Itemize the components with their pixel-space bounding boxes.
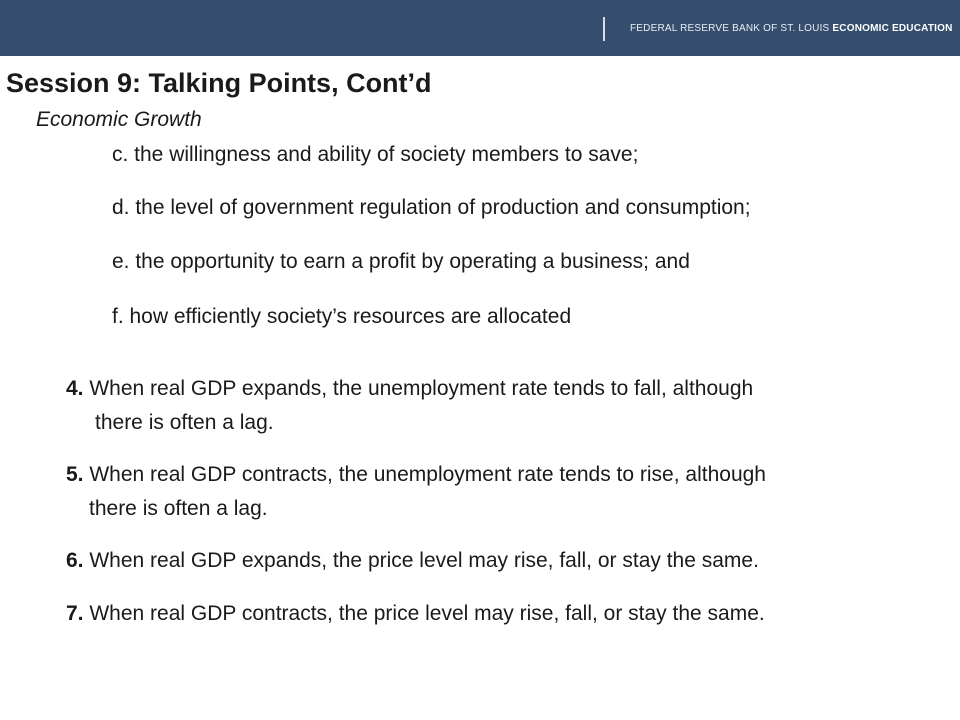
point-text: When real GDP expands, the unemployment rate tends to fall, although bbox=[83, 377, 754, 400]
sub-item-d: d. the level of government regulation of production and consumption; bbox=[112, 196, 751, 219]
sub-item-c: c. the willingness and ability of society members to save; bbox=[112, 143, 639, 166]
point-text: When real GDP contracts, the price level may rise, fall, or stay the same. bbox=[83, 602, 765, 625]
sub-item-f: f. how efficiently society’s resources are allocated bbox=[112, 305, 572, 328]
slide-subtitle: Economic Growth bbox=[36, 108, 202, 131]
point-number: 5. bbox=[66, 463, 84, 486]
point-text: When real GDP contracts, the unemployment rate tends to rise, although bbox=[83, 463, 766, 486]
talking-point-6 bbox=[66, 544, 759, 578]
point-text-continued: there is often a lag. bbox=[95, 411, 274, 434]
point-number: 7. bbox=[66, 602, 84, 625]
point-text-continued: there is often a lag. bbox=[89, 497, 268, 520]
point-number: 6. bbox=[66, 549, 84, 572]
point-number: 4. bbox=[66, 377, 84, 400]
header-org-name bbox=[630, 23, 953, 34]
point-text: When real GDP expands, the price level may rise, fall, or stay the same. bbox=[83, 549, 759, 572]
talking-point-5 bbox=[66, 458, 766, 526]
sub-item-e: e. the opportunity to earn a profit by operating a business; and bbox=[112, 250, 690, 273]
header-org-prefix: FEDERAL RESERVE BANK OF ST. LOUIS bbox=[630, 23, 830, 34]
header-divider bbox=[603, 17, 605, 41]
talking-point-4 bbox=[66, 372, 753, 440]
header-org-bold: ECONOMIC EDUCATION bbox=[832, 23, 953, 34]
slide-title: Session 9: Talking Points, Cont’d bbox=[6, 68, 432, 98]
talking-point-7 bbox=[66, 597, 765, 631]
header-bar bbox=[0, 0, 960, 56]
